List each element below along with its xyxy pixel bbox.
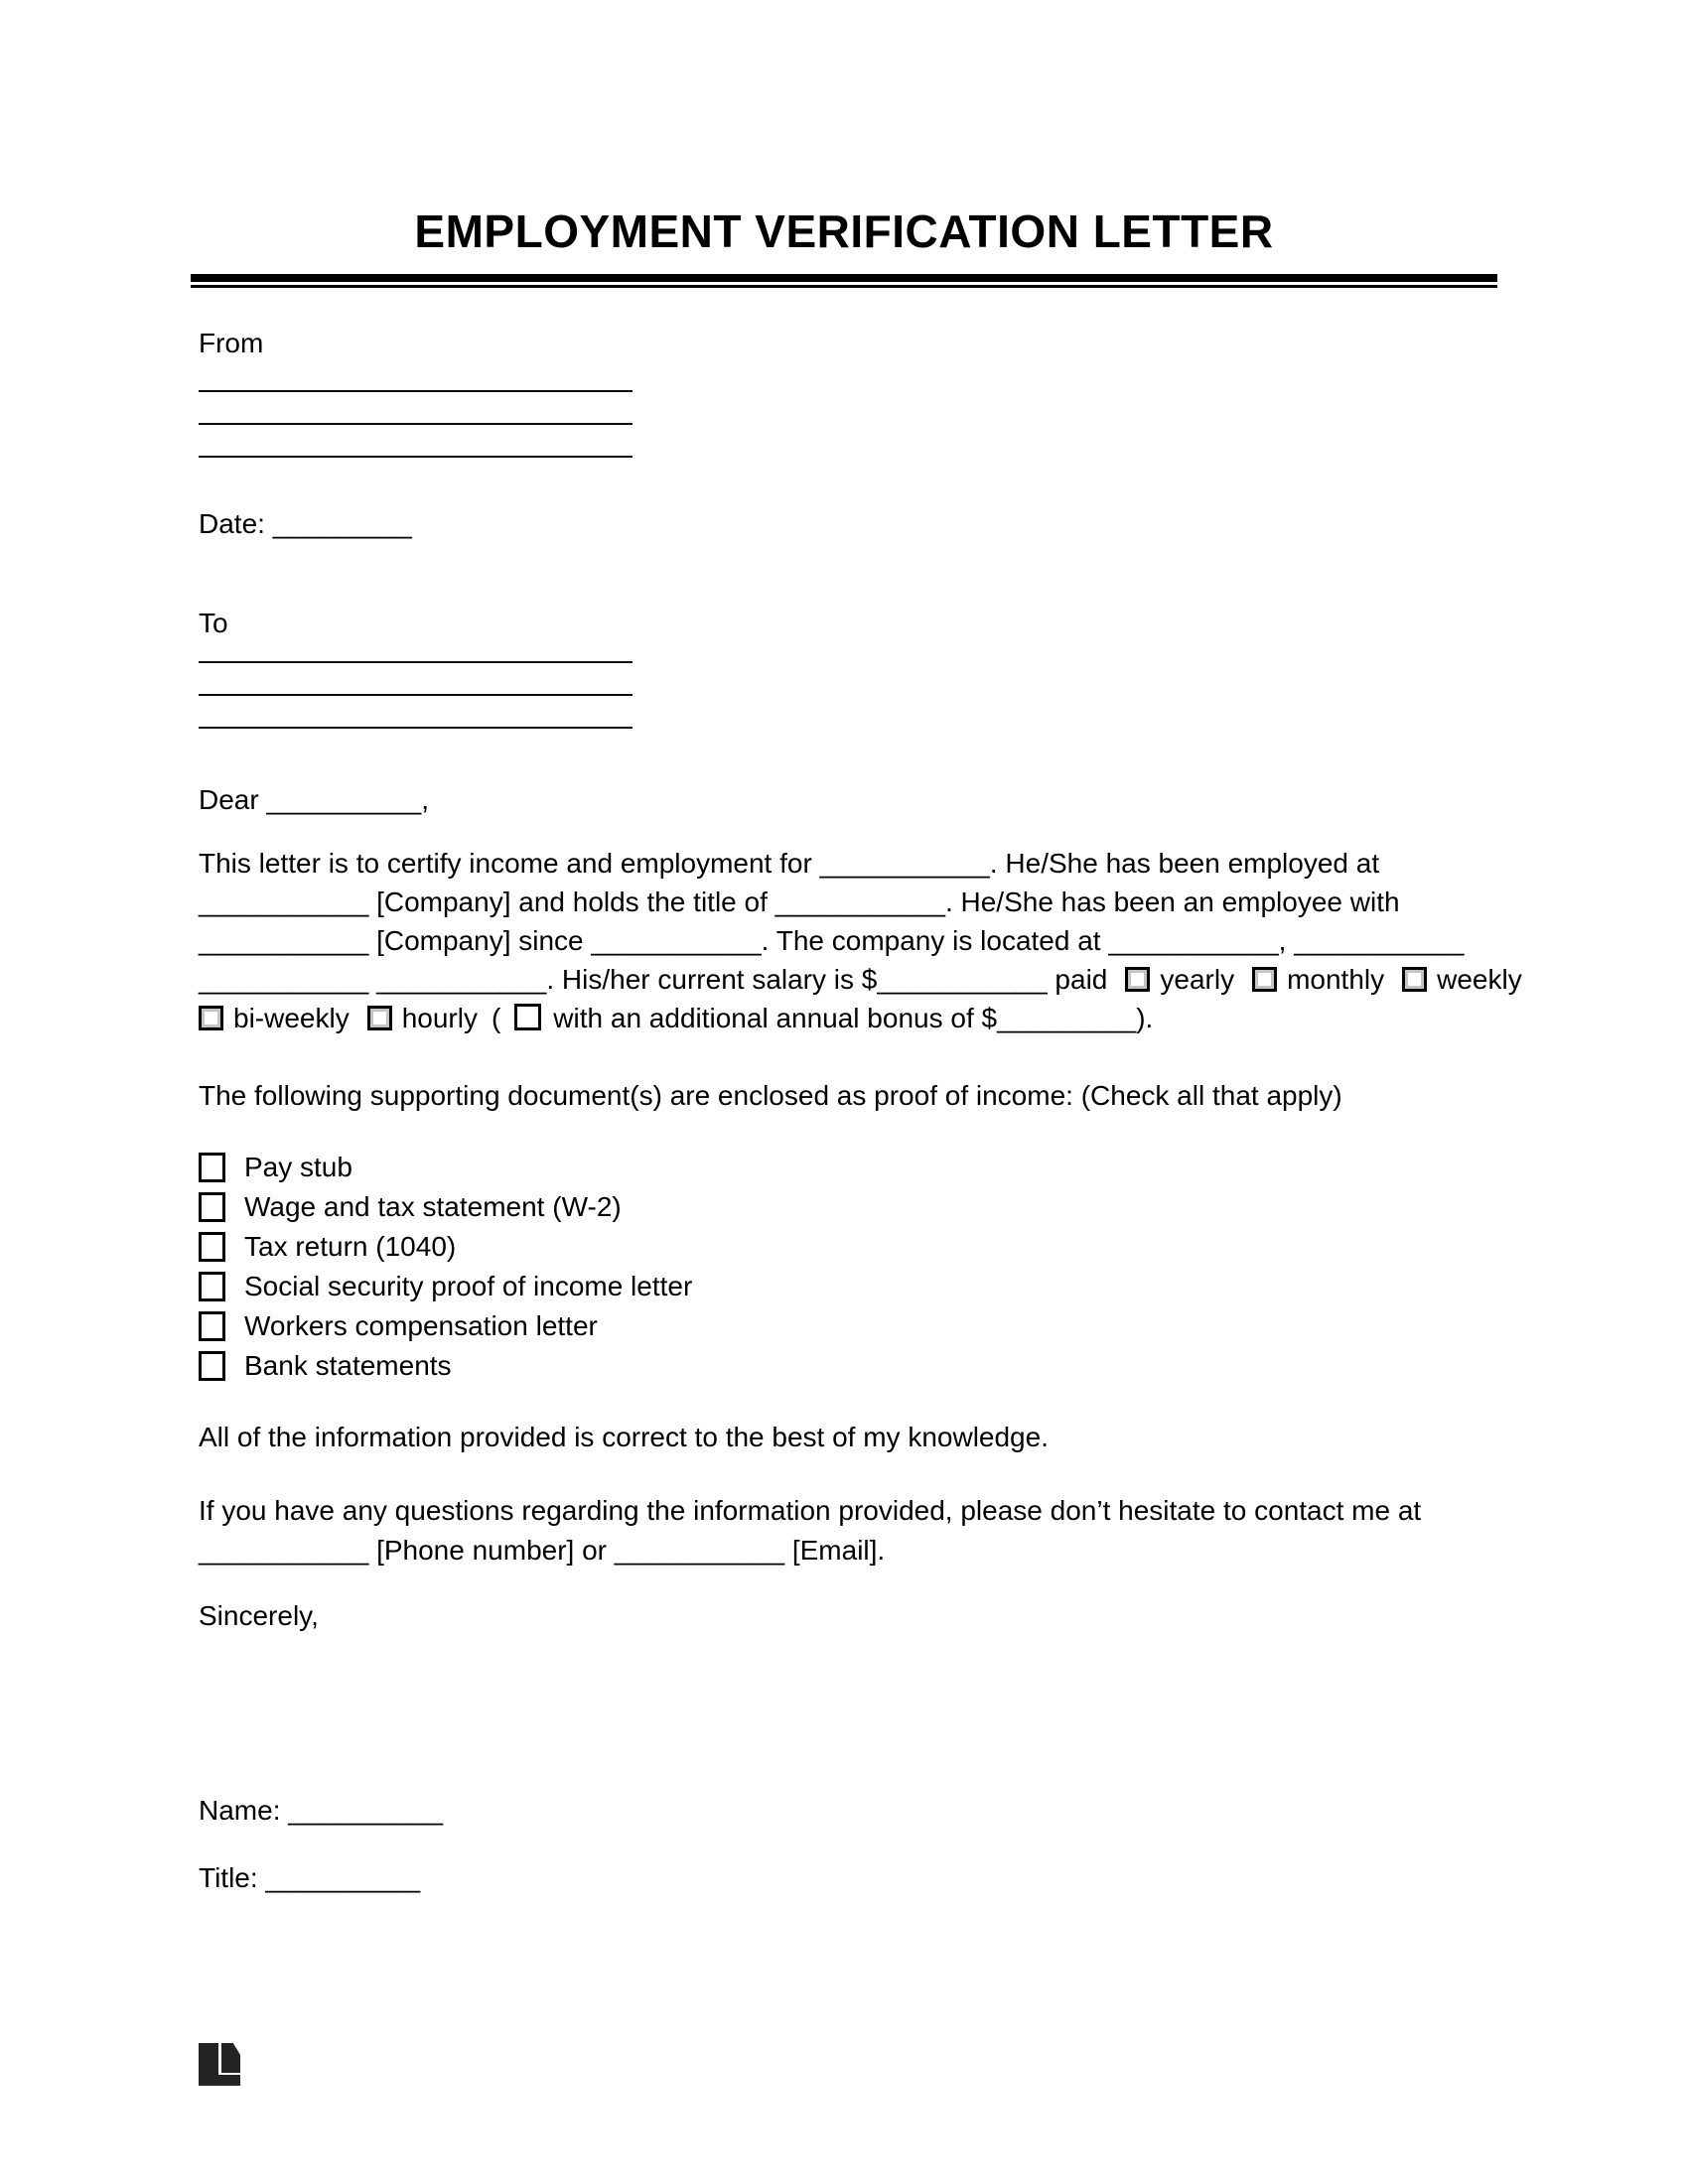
contact-line-1: If you have any questions regarding the information provided, please don’t hesitate to contact me at	[199, 1495, 1422, 1526]
checklist-item-label: Tax return (1040)	[244, 1231, 457, 1262]
checkbox-paid-hourly-label: hourly	[401, 1003, 478, 1033]
checklist-row-bank-statements	[199, 1346, 692, 1386]
from-blank-line	[199, 425, 633, 458]
body-line-4-text: ___________ ___________. His/her current salary is $___________ paid	[199, 964, 1108, 995]
body-line-4	[199, 960, 1522, 999]
accuracy-line: All of the information provided is correct to the best of my knowledge.	[199, 1422, 1049, 1452]
checkbox-paid-weekly[interactable]	[1402, 967, 1427, 992]
body-line-1: This letter is to certify income and employment for ___________. He/She has been employed at	[199, 848, 1380, 879]
body-line-5	[199, 999, 1522, 1037]
supporting-docs-line: The following supporting document(s) are enclosed as proof of income: (Check all that apply)	[199, 1080, 1342, 1111]
date-line: Date: _________	[199, 508, 412, 539]
from-blank-line	[199, 392, 633, 425]
legaltemplates-logo	[199, 2043, 240, 2086]
checkbox-annual-bonus[interactable]	[514, 1004, 541, 1030]
checklist-row-social-security	[199, 1267, 692, 1306]
checkbox-tax-return[interactable]	[199, 1232, 225, 1262]
checklist-item-label: Workers compensation letter	[244, 1310, 598, 1341]
checklist-item-label: Pay stub	[244, 1152, 352, 1182]
checklist-row-pay-stub	[199, 1148, 692, 1187]
checkbox-paid-yearly-label: yearly	[1160, 964, 1235, 995]
page-title: EMPLOYMENT VERIFICATION LETTER	[414, 205, 1274, 257]
logo-bar-shape	[199, 2075, 240, 2086]
checkbox-bank-statements[interactable]	[199, 1351, 225, 1381]
salutation: Dear __________,	[199, 784, 429, 815]
to-address-lines	[199, 630, 633, 729]
logo-block-shape	[221, 2043, 240, 2073]
checklist-row-w2	[199, 1187, 692, 1227]
body-line-3: ___________ [Company] since ___________. The company is located at ___________, ___________	[199, 925, 1465, 956]
body-paragraph	[199, 844, 1522, 1037]
to-blank-line	[199, 663, 633, 696]
checklist-item-label: Social security proof of income letter	[244, 1271, 693, 1301]
to-label: To	[199, 608, 228, 638]
checklist-row-tax-return	[199, 1227, 692, 1267]
checkbox-paid-hourly[interactable]	[367, 1006, 392, 1030]
checkbox-pay-stub[interactable]	[199, 1153, 225, 1182]
checkbox-paid-yearly[interactable]	[1125, 967, 1150, 992]
checkbox-paid-weekly-label: weekly	[1437, 964, 1522, 995]
checkbox-paid-monthly-label: monthly	[1287, 964, 1385, 995]
signature-name-line: Name: __________	[199, 1795, 443, 1826]
from-label: From	[199, 328, 264, 358]
to-blank-line	[199, 630, 633, 663]
checkbox-paid-biweekly[interactable]	[199, 1006, 223, 1030]
checklist-row-workers-comp	[199, 1306, 692, 1346]
body-line-2: ___________ [Company] and holds the title of ___________. He/She has been an employee with	[199, 887, 1400, 917]
to-blank-line	[199, 696, 633, 729]
checkbox-paid-biweekly-label: bi-weekly	[233, 1003, 350, 1033]
checkbox-workers-comp[interactable]	[199, 1311, 225, 1341]
sincerely-line: Sincerely,	[199, 1600, 319, 1631]
bonus-paren: (	[491, 1003, 501, 1033]
title-rule	[191, 274, 1497, 288]
checkbox-paid-monthly[interactable]	[1252, 967, 1277, 992]
from-address-lines	[199, 359, 633, 458]
checklist-item-label: Wage and tax statement (W-2)	[244, 1191, 622, 1222]
checklist-item-label: Bank statements	[244, 1350, 452, 1381]
contact-paragraph	[199, 1491, 1421, 1570]
contact-line-2: ___________ [Phone number] or ___________ [Email].	[199, 1535, 886, 1566]
checkbox-social-security[interactable]	[199, 1272, 225, 1301]
checkbox-w2[interactable]	[199, 1192, 225, 1222]
bonus-text: with an additional annual bonus of $_________).	[553, 1003, 1154, 1033]
signature-title-line: Title: __________	[199, 1862, 421, 1893]
from-blank-line	[199, 359, 633, 392]
supporting-docs-checklist	[199, 1148, 692, 1386]
